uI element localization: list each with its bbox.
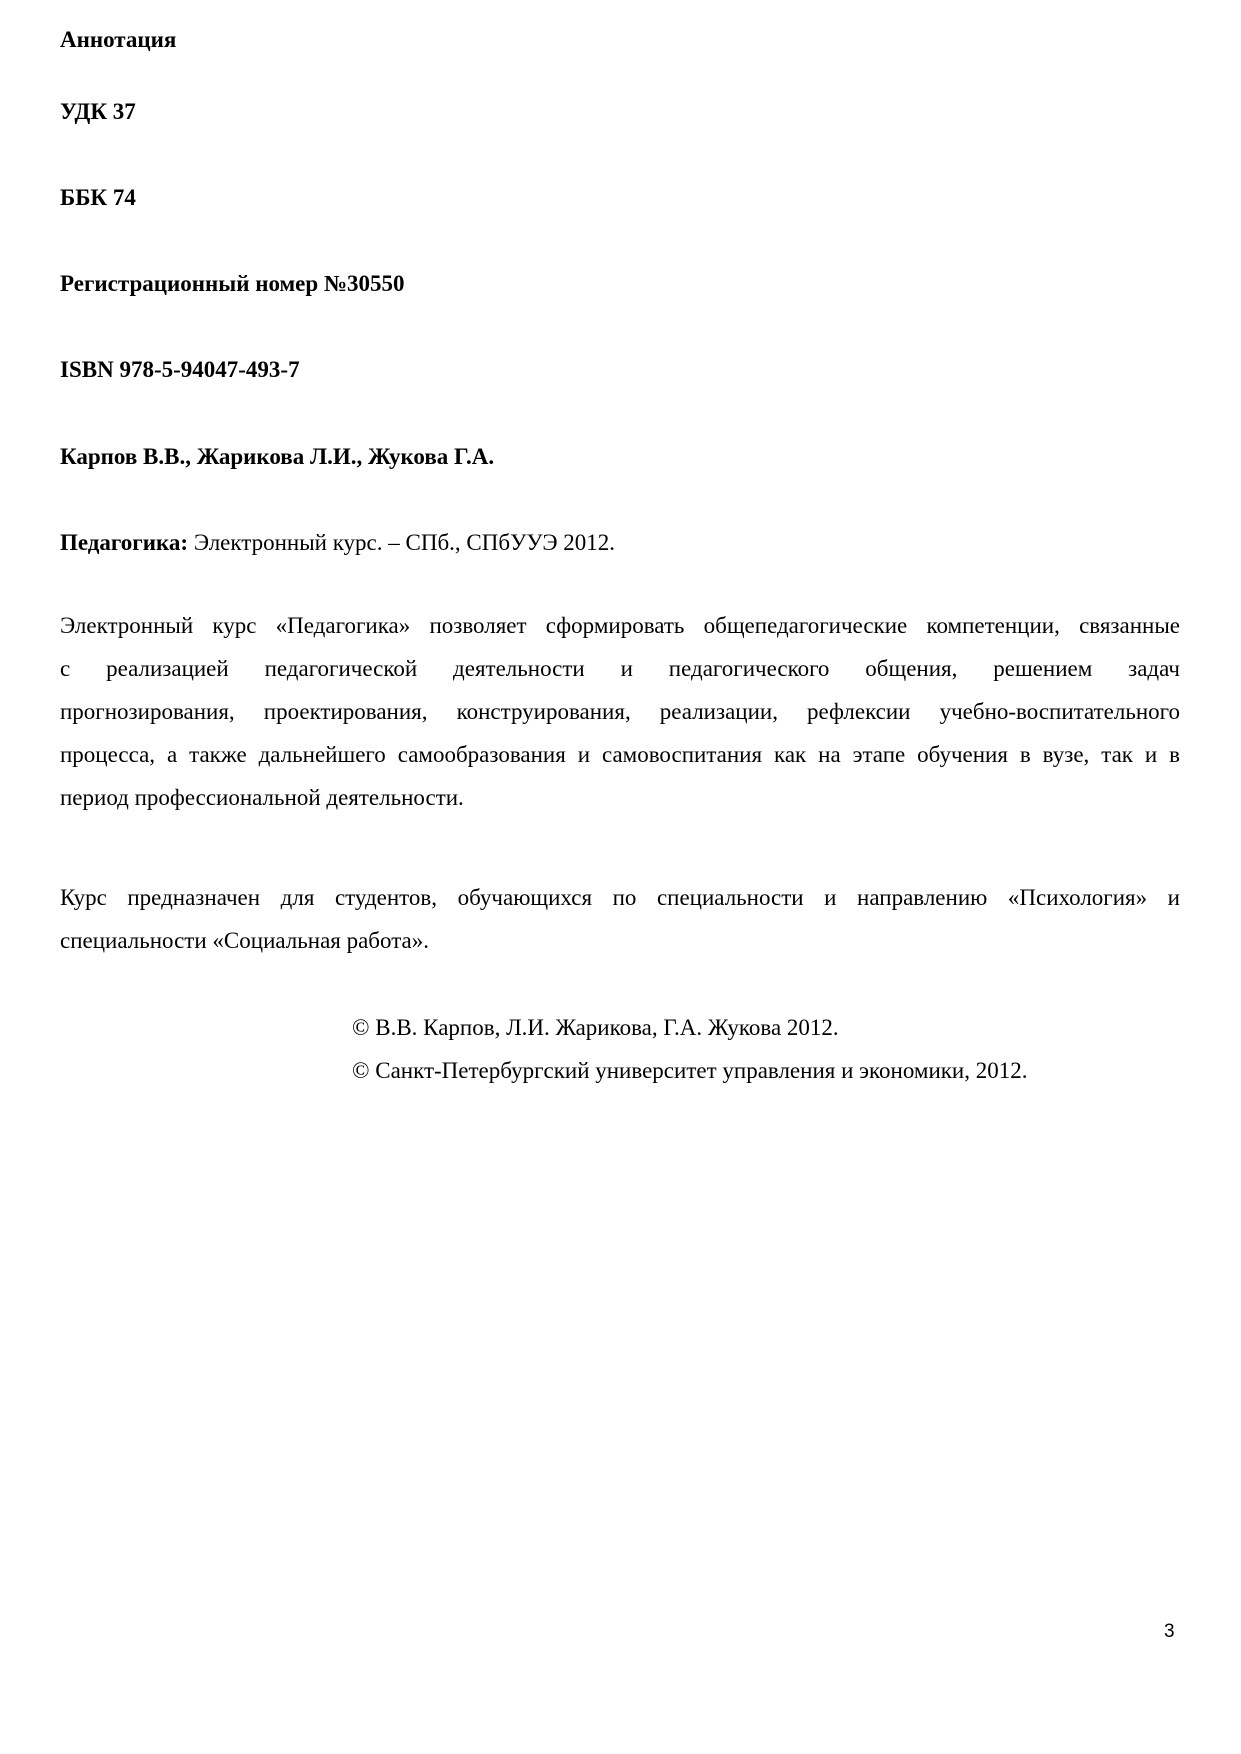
description-line: процесса, а также дальнейшего самообразования и самовоспитания как на этапе обучения в вузе, так и в [60,742,1180,767]
bbk-code: ББК 74 [60,185,136,210]
citation-title: Педагогика: [60,530,189,555]
description-line: период профессиональной деятельности. [60,785,464,810]
description-paragraph [60,604,1180,819]
annotation-heading: Аннотация [60,27,177,52]
description-line: с реализацией педагогической деятельности и педагогического общения, решением задач [60,656,1180,681]
copyright-authors: © В.В. Карпов, Л.И. Жарикова, Г.А. Жукова 2012. [352,1015,839,1040]
description-line: прогнозирования, проектирования, конструирования, реализации, рефлексии учебно-воспитательного [60,699,1180,724]
audience-line: специальности «Социальная работа». [60,928,429,953]
isbn: ISBN 978-5-94047-493-7 [60,357,300,382]
page-number: 3 [1164,1621,1175,1642]
udk-code: УДК 37 [60,99,136,124]
copyright-university: © Санкт-Петербургский университет управления и экономики, 2012. [352,1058,1028,1083]
audience-paragraph [60,876,1180,962]
citation-details: Электронный курс. – СПб., СПбУУЭ 2012. [188,530,616,555]
registration-number: Регистрационный номер №30550 [60,271,405,296]
audience-line: Курс предназначен для студентов, обучающихся по специальности и направлению «Психология» и [60,885,1180,910]
description-line: Электронный курс «Педагогика» позволяет сформировать общепедагогические компетенции, связанные [60,613,1180,638]
authors-line: Карпов В.В., Жарикова Л.И., Жукова Г.А. [60,444,495,469]
citation-line [60,529,615,557]
